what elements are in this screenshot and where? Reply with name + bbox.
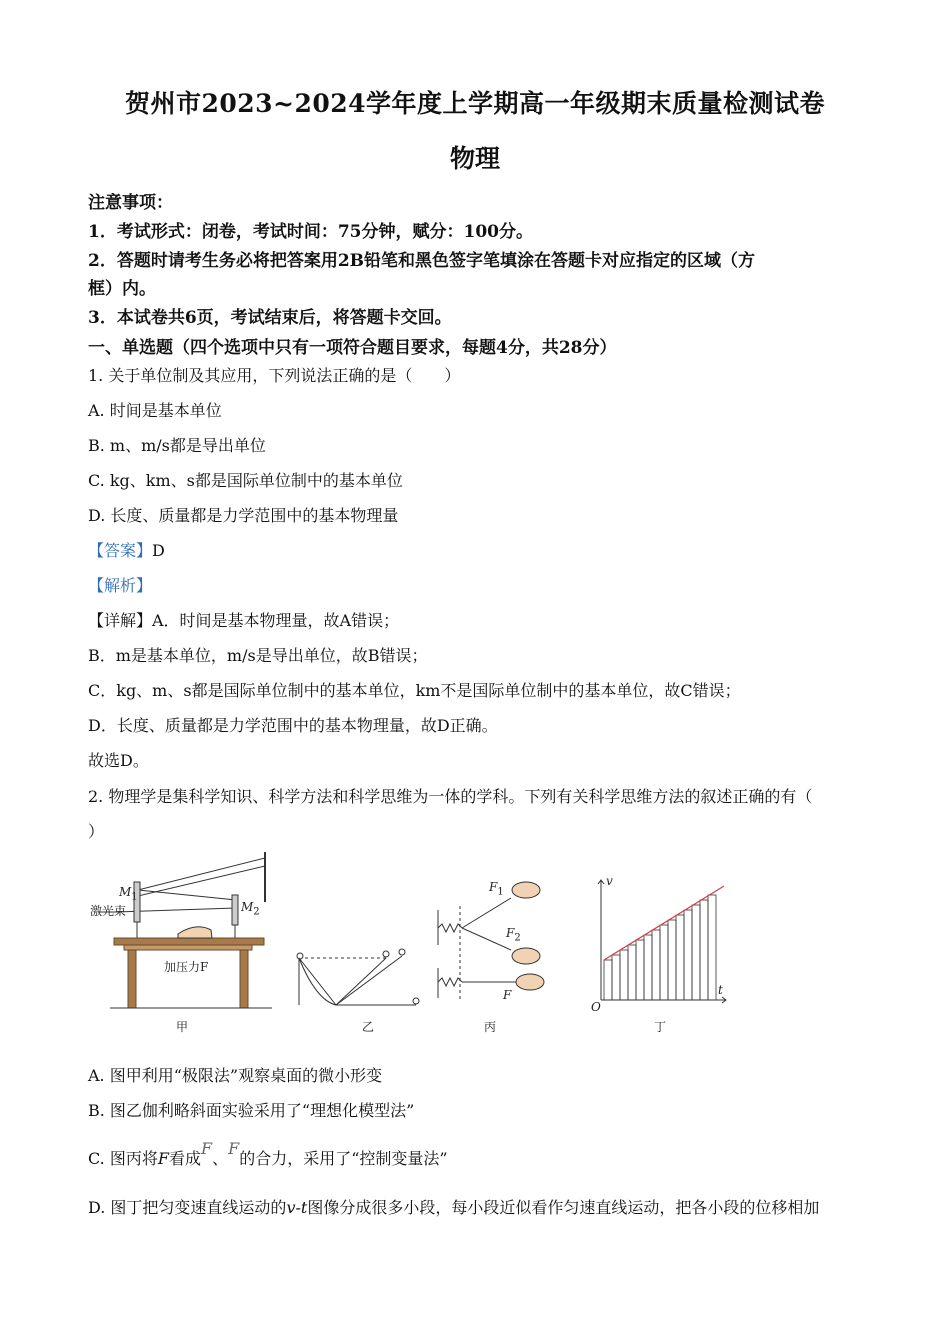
notice-item-2a: 2．答题时请考生务必将把答案用2B铅笔和黑色签字笔填涂在答题卡对应指定的区域（方	[88, 251, 756, 271]
q1-stem: 1. 关于单位制及其应用，下列说法正确的是（ ）	[88, 366, 461, 385]
label-m1: $M_1$	[119, 885, 138, 903]
origin-label: O	[591, 1000, 601, 1014]
fig-jia	[98, 852, 272, 1008]
q1-option-b: B. m、m/s都是导出单位	[88, 436, 266, 455]
vt-line	[604, 886, 724, 960]
q2-option-d: D. 图丁把匀变速直线运动的v-t图像分成很多小段，每小段近似看作匀速直线运动，把各小段的位移相加	[88, 1198, 820, 1217]
label-f: F	[503, 988, 512, 1002]
vt-bar	[692, 905, 700, 1000]
exam-subject: 物理	[449, 144, 500, 173]
vt-bar	[620, 950, 628, 1000]
q2-stem-a: 2. 物理学是集科学知识、科学方法和科学思维为一体的学科。下列有关科学思维方法的叙述正确的有（	[88, 787, 813, 806]
q1-option-a: A. 时间是基本单位	[88, 401, 222, 420]
vt-bar	[660, 925, 668, 1000]
q1-option-c: C. kg、km、s都是国际单位制中的基本单位	[88, 471, 403, 490]
vt-bar	[628, 945, 636, 1000]
q2-figure-svg	[86, 850, 756, 1035]
vt-bar	[708, 895, 716, 1000]
vt-bar	[604, 960, 612, 1000]
axis-t-label: t	[718, 983, 723, 997]
q2-option-c: C. 图丙将F看成F、F的合力，采用了“控制变量法”	[88, 1139, 448, 1168]
q1-detail-4: D．长度、质量都是力学范围中的基本物理量，故D正确。	[88, 716, 498, 735]
label-m2: $M_2$	[241, 900, 260, 918]
q1-conclusion: 故选D。	[88, 751, 149, 770]
notice-item-3: 3．本试卷共6页，考试结束后，将答题卡交回。	[88, 308, 452, 328]
vt-bar	[652, 930, 660, 1000]
answer-value: D	[152, 541, 165, 560]
answer-tag: 【答案】	[88, 541, 153, 560]
vt-bar	[668, 920, 676, 1000]
caption-bing: 丙	[484, 1020, 497, 1034]
section-heading: 一、单选题（四个选项中只有一项符合题目要求，每题4分，共28分）	[88, 338, 617, 358]
label-f1: $F_1$	[489, 880, 504, 898]
vt-bar	[700, 900, 708, 1000]
q1-detail-3: C．kg、m、s都是国际单位制中的基本单位，km不是国际单位制中的基本单位，故C错误；	[88, 681, 741, 700]
label-f2: $F_2$	[506, 926, 521, 944]
vt-bar	[644, 935, 652, 1000]
label-laser: 激光束	[90, 904, 127, 918]
q2-stem-b: ）	[88, 822, 105, 841]
caption-ding: 丁	[654, 1020, 667, 1034]
fig-yi	[297, 949, 419, 1005]
analysis-tag: 【解析】	[88, 576, 153, 595]
q2-option-a: A. 图甲利用“极限法”观察桌面的微小形变	[88, 1066, 383, 1085]
notice-heading: 注意事项：	[88, 193, 173, 213]
notice-item-2b: 框）内。	[88, 279, 156, 299]
q1-detail-1: 【详解】A．时间是基本物理量，故A错误；	[88, 611, 400, 630]
caption-yi: 乙	[362, 1020, 375, 1034]
vt-bar	[612, 955, 620, 1000]
q2-figure	[86, 850, 756, 1035]
exam-title: 贺州市2023~2024学年度上学期高一年级期末质量检测试卷	[124, 89, 826, 118]
fig-bing	[438, 882, 544, 1000]
fig-ding	[598, 880, 726, 1003]
notice-item-1: 1．考试形式：闭卷，考试时间：75分钟，赋分：100分。	[88, 222, 533, 242]
vt-bar	[676, 915, 684, 1000]
q2-option-b: B. 图乙伽利略斜面实验采用了“理想化模型法”	[88, 1101, 415, 1120]
label-press: 加压力F	[164, 960, 209, 974]
ding-bars	[604, 886, 724, 1000]
caption-jia: 甲	[176, 1020, 189, 1034]
q1-detail-2: B．m是基本单位，m/s是导出单位，故B错误；	[88, 646, 428, 665]
axis-v-label: v	[606, 874, 613, 888]
q1-option-d: D. 长度、质量都是力学范围中的基本物理量	[88, 506, 399, 525]
vt-bar	[684, 910, 692, 1000]
q1-answer	[88, 538, 868, 561]
vt-bar	[636, 940, 644, 1000]
